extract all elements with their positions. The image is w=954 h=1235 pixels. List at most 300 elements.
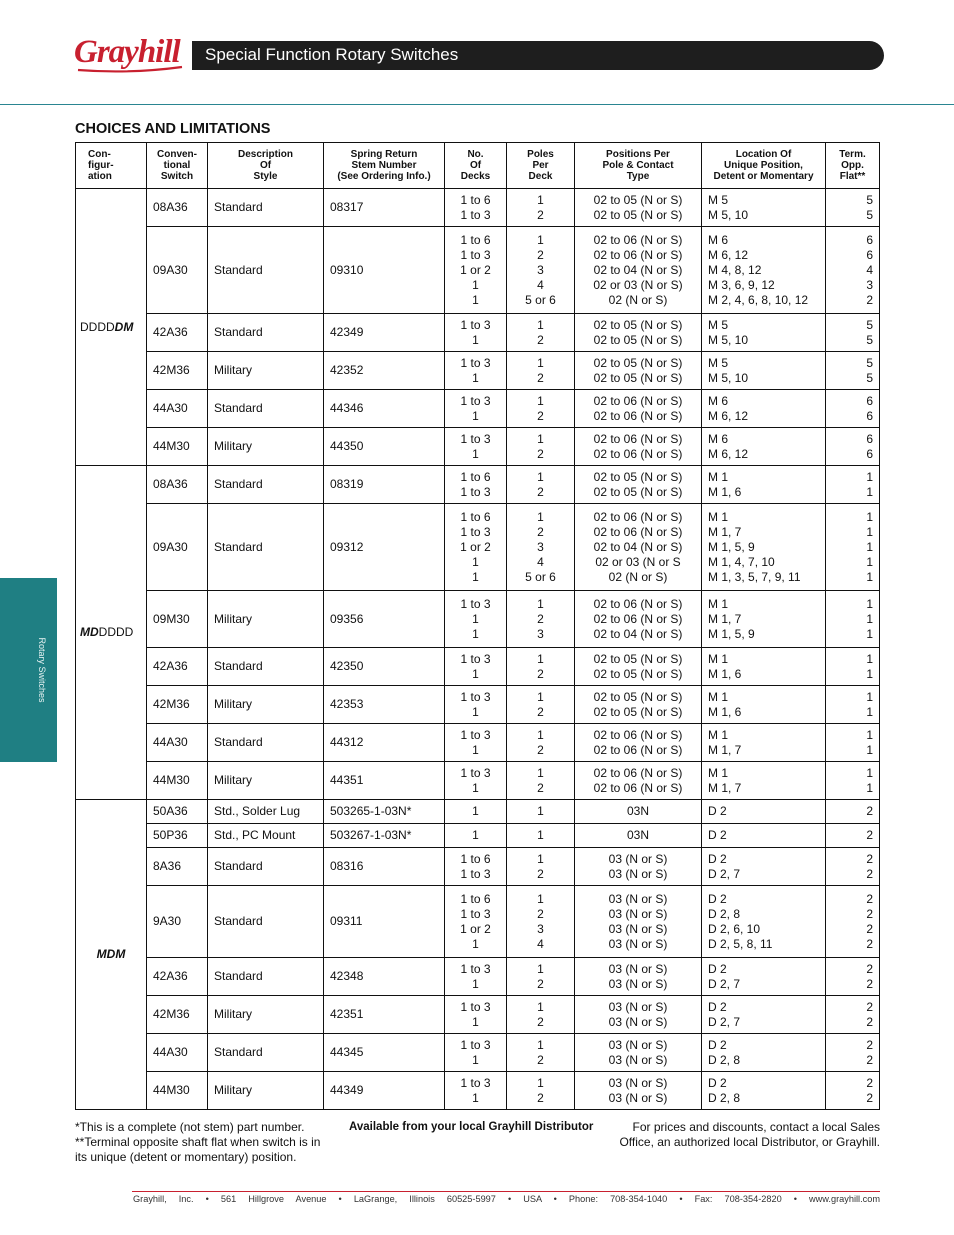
cell-line: 5 (866, 207, 873, 222)
style-cell: Standard (208, 227, 324, 314)
decks-cell (445, 824, 507, 848)
table-row (76, 824, 880, 848)
positions-cell (575, 886, 702, 958)
stem-cell: 09356 (324, 591, 445, 648)
style-cell: Standard (208, 848, 324, 886)
poles-cell (507, 227, 575, 314)
cell-line: 1 (537, 355, 544, 370)
decks-cell (445, 504, 507, 591)
table-row (76, 189, 880, 227)
cell-line: D 2 (708, 828, 727, 842)
term-cell (826, 504, 880, 591)
cell-line: M 1 (708, 689, 729, 704)
cell-line: 2 (537, 742, 544, 757)
cell-line: 6 (866, 408, 873, 423)
cell-line: 2 (537, 207, 544, 222)
cell-line: 5 or 6 (525, 292, 556, 307)
cell-line: M 1, 6 (708, 666, 742, 681)
style-cell: Standard (208, 390, 324, 428)
positions-cell (575, 428, 702, 466)
column-header (324, 143, 445, 189)
positions-cell (575, 824, 702, 848)
decks-cell (445, 227, 507, 314)
cell-line: 02 to 06 (N or S) (593, 446, 683, 461)
cell-line: 2 (866, 906, 873, 921)
poles-cell (507, 390, 575, 428)
decks-cell (445, 591, 507, 648)
cell-line: Deck (528, 171, 553, 182)
cell-line: 02 to 05 (N or S) (593, 355, 683, 370)
cell-line: M 5, 10 (708, 332, 749, 347)
cell-line: M 5 (708, 355, 729, 370)
cell-line: 1 (472, 626, 479, 641)
cell-line: 2 (537, 484, 544, 499)
cell-line: M 1, 7 (708, 742, 742, 757)
cell-line: M 3, 6, 9, 12 (708, 277, 775, 292)
location-cell (702, 390, 826, 428)
stem-cell: 08317 (324, 189, 445, 227)
cell-line: 3 (537, 626, 544, 641)
style-cell: Standard (208, 648, 324, 686)
location-cell (702, 314, 826, 352)
cell-line: 2 (537, 446, 544, 461)
table-row (76, 886, 880, 958)
switch-cell: 42M36 (147, 686, 208, 724)
cell-line: 03 (N or S) (608, 1037, 668, 1052)
cell-line: 02 or 03 (N or S (595, 554, 681, 569)
cell-line: 5 (866, 355, 873, 370)
term-cell (826, 1034, 880, 1072)
location-cell (702, 996, 826, 1034)
poles-cell (507, 686, 575, 724)
cell-line: 03 (N or S) (608, 999, 668, 1014)
cell-line: 1 to 3 (460, 431, 491, 446)
cell-line: 1 (537, 891, 544, 906)
stem-cell: 42350 (324, 648, 445, 686)
column-header (575, 143, 702, 189)
cell-line: 1 to 3 (460, 317, 491, 332)
cell-line: 03 (N or S) (608, 1052, 668, 1067)
cell-line: 2 (537, 666, 544, 681)
cell-line: Switch (160, 171, 194, 182)
cell-line: 02 to 05 (N or S) (593, 192, 683, 207)
cell-line: 02 to 05 (N or S) (593, 207, 683, 222)
cell-line: 03 (N or S) (608, 921, 668, 936)
decks-cell (445, 848, 507, 886)
cell-line: 1 (537, 431, 544, 446)
decks-cell (445, 189, 507, 227)
cell-line: 2 (537, 611, 544, 626)
cell-line: D 2 (708, 804, 727, 818)
section-title: CHOICES AND LIMITATIONS (75, 121, 271, 137)
cell-line: 6 (866, 446, 873, 461)
positions-cell (575, 848, 702, 886)
cell-line: 4 (537, 936, 544, 951)
cell-line: M 6, 12 (708, 446, 749, 461)
cell-line: 1 (866, 780, 873, 795)
cell-line: 1 (866, 765, 873, 780)
cell-line: D 2, 6, 10 (708, 921, 761, 936)
column-header (826, 143, 880, 189)
cell-line: M 1, 7 (708, 611, 742, 626)
style-cell: Military (208, 591, 324, 648)
poles-cell (507, 189, 575, 227)
switch-cell: 50A36 (147, 800, 208, 824)
stem-cell: 503265-1-03N* (324, 800, 445, 824)
term-cell (826, 886, 880, 958)
cell-line: M 5, 10 (708, 370, 749, 385)
cell-line: 1 (866, 742, 873, 757)
cell-line: 1 (537, 596, 544, 611)
positions-cell (575, 958, 702, 996)
cell-line: 1 (537, 851, 544, 866)
positions-cell (575, 314, 702, 352)
poles-cell (507, 800, 575, 824)
cell-line: M 1, 4, 7, 10 (708, 554, 775, 569)
cell-line: M 1 (708, 651, 729, 666)
cell-line: 1 (472, 370, 479, 385)
cell-line: 1 (472, 292, 479, 307)
cell-line: 1 or 2 (460, 539, 491, 554)
cell-line: 02 to 04 (N or S) (593, 626, 683, 641)
poles-cell (507, 958, 575, 996)
cell-line: 1 (866, 484, 873, 499)
location-cell (702, 686, 826, 724)
cell-line: 1 to 3 (460, 961, 491, 976)
cell-line: tional (163, 160, 191, 171)
cell-line: D 2, 8 (708, 1052, 741, 1067)
cell-line: 5 or 6 (525, 569, 556, 584)
cell-line: D 2, 5, 8, 11 (708, 936, 773, 951)
poles-cell (507, 428, 575, 466)
cell-line: 1 (537, 727, 544, 742)
switch-cell: 42A36 (147, 648, 208, 686)
cell-line: 3 (866, 277, 873, 292)
location-cell (702, 591, 826, 648)
positions-cell (575, 504, 702, 591)
switch-cell: 42A36 (147, 958, 208, 996)
cell-line: Per (532, 160, 549, 171)
table-row (76, 591, 880, 648)
cell-line: 2 (866, 936, 873, 951)
cell-line: 1 to 3 (460, 355, 491, 370)
style-cell: Standard (208, 1034, 324, 1072)
term-cell (826, 762, 880, 800)
cell-line: 2 (866, 999, 873, 1014)
poles-cell (507, 996, 575, 1034)
table-row (76, 227, 880, 314)
cell-line: 02 to 05 (N or S) (593, 704, 683, 719)
cell-line: 02 to 06 (N or S) (593, 780, 683, 795)
switch-cell: 44M30 (147, 762, 208, 800)
cell-line: Spring Return (350, 149, 418, 160)
term-cell (826, 466, 880, 504)
term-cell (826, 958, 880, 996)
cell-line: 02 to 06 (N or S) (593, 509, 683, 524)
stem-cell: 44346 (324, 390, 445, 428)
cell-line: 02 (N or S) (608, 569, 668, 584)
cell-line: Of (259, 160, 272, 171)
location-cell (702, 762, 826, 800)
poles-cell (507, 466, 575, 504)
switch-cell: 44A30 (147, 724, 208, 762)
stem-cell: 503267-1-03N* (324, 824, 445, 848)
cell-line: 02 or 03 (N or S) (593, 277, 683, 292)
cell-line: 1 (537, 804, 544, 818)
cell-line: 2 (537, 906, 544, 921)
switch-cell: 50P36 (147, 824, 208, 848)
cell-line: 1 to 3 (460, 524, 491, 539)
cell-line: 5 (866, 370, 873, 385)
cell-line: 1 (866, 469, 873, 484)
cell-line: 1 to 3 (460, 727, 491, 742)
cell-line: 2 (866, 1090, 873, 1105)
cell-line: 02 to 05 (N or S) (593, 370, 683, 385)
cell-line: 02 to 05 (N or S) (593, 689, 683, 704)
location-cell (702, 189, 826, 227)
cell-line: M 1 (708, 727, 729, 742)
footer-divider (132, 1191, 880, 1192)
term-cell (826, 390, 880, 428)
cell-line: 1 to 3 (460, 1075, 491, 1090)
decks-cell (445, 1072, 507, 1110)
table-row (76, 1072, 880, 1110)
cell-line: 1 (472, 1090, 479, 1105)
switch-cell: 44M30 (147, 1072, 208, 1110)
cell-line: 1 (537, 393, 544, 408)
logo-swoosh-icon (76, 64, 184, 74)
location-cell (702, 428, 826, 466)
cell-line: 6 (866, 393, 873, 408)
cell-line: 02 to 05 (N or S) (593, 317, 683, 332)
config-part: DM (114, 319, 134, 334)
decks-cell (445, 958, 507, 996)
cell-line: 1 (537, 509, 544, 524)
table-row (76, 958, 880, 996)
switch-cell: 42A36 (147, 314, 208, 352)
table-header-row (76, 143, 880, 189)
decks-cell (445, 428, 507, 466)
cell-line: 2 (866, 1037, 873, 1052)
style-cell: Standard (208, 504, 324, 591)
positions-cell (575, 648, 702, 686)
cell-line: 1 (537, 1075, 544, 1090)
choices-table (75, 142, 880, 1110)
config-part: DDDD (80, 319, 115, 334)
table-row (76, 848, 880, 886)
table-row (76, 352, 880, 390)
positions-cell (575, 352, 702, 390)
style-cell: Standard (208, 466, 324, 504)
cell-line: (See Ordering Info.) (337, 171, 431, 182)
cell-line: 1 (866, 666, 873, 681)
cell-line: 02 to 06 (N or S) (593, 232, 683, 247)
cell-line: 03 (N or S) (608, 1014, 668, 1029)
switch-cell: 42M36 (147, 352, 208, 390)
location-cell (702, 648, 826, 686)
cell-line: 02 to 06 (N or S) (593, 247, 683, 262)
cell-line: 1 (537, 999, 544, 1014)
cell-line: Term. (839, 149, 866, 160)
cell-line: M 1, 6 (708, 484, 742, 499)
cell-line: 2 (537, 1090, 544, 1105)
switch-cell: 8A36 (147, 848, 208, 886)
cell-line: D 2, 7 (708, 866, 741, 881)
cell-line: 1 (472, 408, 479, 423)
term-cell (826, 591, 880, 648)
cell-line: 6 (866, 431, 873, 446)
positions-cell (575, 686, 702, 724)
cell-line: Detent or Momentary (713, 171, 814, 182)
positions-cell (575, 189, 702, 227)
configuration-cell (76, 466, 147, 800)
cell-line: Type (626, 171, 650, 182)
table-row (76, 314, 880, 352)
stem-cell: 44351 (324, 762, 445, 800)
style-cell: Military (208, 762, 324, 800)
cell-line: 1 (537, 828, 544, 842)
term-cell (826, 848, 880, 886)
config-part: DDDD (98, 625, 134, 639)
term-cell (826, 648, 880, 686)
location-cell (702, 848, 826, 886)
cell-line: 1 to 3 (460, 596, 491, 611)
cell-line: 1 (866, 704, 873, 719)
cell-line: Style (253, 171, 278, 182)
cell-line: 1 to 3 (460, 393, 491, 408)
switch-cell: 09M30 (147, 591, 208, 648)
cell-line: 1 (472, 936, 479, 951)
cell-line: M 1 (708, 469, 729, 484)
style-cell: Military (208, 428, 324, 466)
cell-line: 1 (472, 1052, 479, 1067)
cell-line: 02 to 06 (N or S) (593, 742, 683, 757)
location-cell (702, 1034, 826, 1072)
footer-address: Grayhill, Inc. • 561 Hillgrove Avenue • LaGrange, Illinois 60525-5997 • USA • Phone: 708-354-1040 • Fax: 708-354-2820 • www.grayhill.com (133, 1194, 880, 1204)
cell-line: 1 (472, 611, 479, 626)
cell-line: Opp. (841, 160, 864, 171)
footnotes (75, 1120, 325, 1165)
page-title: Special Function Rotary Switches (205, 45, 459, 64)
cell-line: 2 (537, 704, 544, 719)
configuration-cell (76, 189, 147, 466)
cell-line: 1 (472, 666, 479, 681)
switch-cell: 09A30 (147, 227, 208, 314)
cell-line: 4 (537, 554, 544, 569)
cell-line: 1 to 3 (460, 999, 491, 1014)
cell-line: 2 (537, 247, 544, 262)
cell-line: M 6 (708, 232, 729, 247)
cell-line: 1 (537, 317, 544, 332)
style-cell: Standard (208, 724, 324, 762)
cell-line: D 2, 7 (708, 976, 741, 991)
cell-line: 02 to 05 (N or S) (593, 332, 683, 347)
cell-line: M 1, 6 (708, 704, 742, 719)
distributor-note: Available from your local Grayhill Distributor (349, 1121, 594, 1133)
column-header (76, 143, 147, 189)
poles-cell (507, 504, 575, 591)
table-row (76, 686, 880, 724)
cell-line: 1 (537, 192, 544, 207)
cell-line: 1 (472, 742, 479, 757)
location-cell (702, 466, 826, 504)
term-cell (826, 189, 880, 227)
cell-line: 1 to 3 (460, 484, 491, 499)
cell-line: Of (469, 160, 482, 171)
configuration-cell (76, 800, 147, 1110)
cell-line: 2 (537, 370, 544, 385)
cell-line: 2 (537, 866, 544, 881)
stem-cell: 09310 (324, 227, 445, 314)
cell-line: M 6 (708, 393, 729, 408)
cell-line: 02 (N or S) (608, 292, 668, 307)
term-cell (826, 724, 880, 762)
cell-line: 03 (N or S) (608, 961, 668, 976)
decks-cell (445, 1034, 507, 1072)
config-part: MDM (96, 947, 126, 961)
style-cell: Military (208, 686, 324, 724)
term-cell (826, 996, 880, 1034)
poles-cell (507, 762, 575, 800)
cell-line: 03N (626, 804, 649, 818)
column-header (147, 143, 208, 189)
positions-cell (575, 800, 702, 824)
poles-cell (507, 1034, 575, 1072)
cell-line: 4 (866, 262, 873, 277)
cell-line: M 1, 5, 9 (708, 626, 755, 641)
cell-line: 02 to 06 (N or S) (593, 611, 683, 626)
term-cell (826, 352, 880, 390)
cell-line: 1 (537, 961, 544, 976)
pricing-note: For prices and discounts, contact a local Sales Office, an authorized local Distributor, or Grayhill. (619, 1120, 880, 1149)
cell-line: 5 (866, 317, 873, 332)
cell-line: Poles (527, 149, 554, 160)
cell-line: 1 (866, 569, 873, 584)
cell-line: 03 (N or S) (608, 1090, 668, 1105)
cell-line: 1 to 6 (460, 469, 491, 484)
cell-line: Flat** (839, 171, 866, 182)
header-divider (0, 104, 954, 105)
positions-cell (575, 390, 702, 428)
decks-cell (445, 648, 507, 686)
cell-line: D 2, 8 (708, 1090, 741, 1105)
cell-line: M 5 (708, 192, 729, 207)
cell-line: 1 to 6 (460, 232, 491, 247)
cell-line: 1 (472, 446, 479, 461)
cell-line: 2 (866, 804, 873, 818)
style-cell: Standard (208, 886, 324, 958)
table-row (76, 800, 880, 824)
cell-line: 1 (472, 569, 479, 584)
cell-line: Positions Per (606, 149, 670, 160)
cell-line: 1 (866, 626, 873, 641)
cell-line: M 1, 7 (708, 524, 742, 539)
footnote-part-number: *This is a complete (not stem) part number. (75, 1120, 305, 1134)
cell-line: D 2, 7 (708, 1014, 741, 1029)
table-row (76, 762, 880, 800)
cell-line: M 1, 5, 9 (708, 539, 755, 554)
stem-cell: 08319 (324, 466, 445, 504)
cell-line: M 1, 7 (708, 780, 742, 795)
cell-line: 02 to 05 (N or S) (593, 666, 683, 681)
poles-cell (507, 886, 575, 958)
cell-line: 1 (866, 596, 873, 611)
stem-cell: 44345 (324, 1034, 445, 1072)
switch-cell: 08A36 (147, 466, 208, 504)
cell-line: M 1 (708, 596, 729, 611)
positions-cell (575, 1072, 702, 1110)
cell-line: 2 (866, 976, 873, 991)
